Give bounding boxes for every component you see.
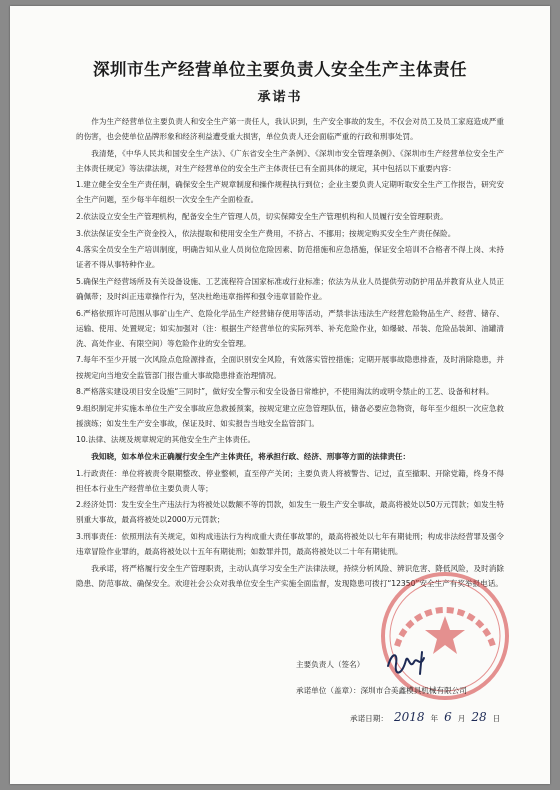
duty-item: 5.确保生产经营场所及有关设备设施、工艺流程符合国家标准或行业标准；依法为从业人员提供劳动防护用品并教育从业人员正确佩带；及时纠正违章操作行为，坚决杜绝违章指挥和强令违章冒险作业。	[76, 276, 504, 302]
duty-item: 9.组织制定并实施本单位生产安全事故应急救援预案，按规定建立应急管理队伍，储备必要应急物资，每年至少组织一次应急救援演练；如发生生产安全事故，保证及时、如实报告当地安全监管部门。	[76, 403, 504, 428]
intro-paragraph: 作为生产经营单位主要负责人和安全生产第一责任人，我认识到，生产安全事故的发生，不仅会对员工及员工家庭造成严重的伤害，也会使单位品牌形象和经济利益遭受重大损害，单位负责人还会面临严重的行政和刑事处罚。	[76, 117, 504, 142]
duty-item: 3.依法保证安全生产资金投入，依法提取和使用安全生产费用，不挤占、不挪用；按规定购买安全生产责任保险。	[76, 228, 456, 238]
liability-item: 2.经济处罚：发生安全生产违法行为将被处以数额不等的罚款，如发生一般生产安全事故，最高将被处以50万元罚款；如发生特别重大事故，最高将被处以2000万元罚款；	[76, 500, 504, 525]
duty-item: 6.严格依照许可范围从事矿山生产、危险化学品生产经营储存使用等活动，严禁非法违法生产经营危险物品生产、经营、储存、运输、使用、处置规定；如实加强对（注：根据生产经营单位的实际列举、补充危险作业，如爆破、吊装、危险品装卸、油罐清洗、高处作业、有限空间）等危险作业的安全管理。	[76, 308, 504, 348]
duty-item: 2.依法设立安全生产管理机构，配备安全生产管理人员，切实保障安全生产管理机构和人员履行安全管理职责。	[76, 212, 448, 222]
date-day-unit: 日	[492, 714, 501, 723]
date-month: 6	[444, 710, 452, 724]
closing-paragraph: 我承诺，将严格履行安全生产管理职责，主动认真学习安全生产法律法规，持续分析风险、辨识危害、降低风险，及时消除隐患、防范事故、确保安全。欢迎社会公众对我单位安全生产实施全面监督，发现隐患可拨打“12350”安全生产有奖举报电话。	[76, 563, 504, 588]
duty-item: 8.严格落实建设项目安全设施“三同时”，做好安全警示和安全设备日常维护，不使用淘汰的或明令禁止的工艺、设备和材料。	[76, 387, 494, 397]
duty-item: 7.每年不至少开展一次风险点危险源排查，全面识别安全风险，有效落实管控措施；定期开展事故隐患排查，及时消除隐患，并按规定向当地安全监管部门报告重大事故隐患排查治理情况。	[76, 355, 504, 380]
date-label: 承诺日期：	[350, 714, 388, 723]
unit-label: 承诺单位（盖章）：	[296, 686, 361, 695]
date-line	[350, 710, 500, 724]
date-year: 2018	[393, 710, 425, 724]
signatory-label: 主要负责人（签名）	[296, 660, 365, 669]
date-month-unit: 月	[457, 714, 466, 723]
unit-line	[296, 685, 467, 696]
document-page	[10, 6, 550, 784]
duty-item: 1.建立健全安全生产责任制，确保安全生产规章制度和操作规程执行到位；企业主要负责人定期听取安全生产工作报告，研究安全生产问题，至少每半年组织一次安全生产全面检查。	[76, 180, 504, 205]
date-year-unit: 年	[430, 714, 439, 723]
unit-name: 深圳市合美鑫模具机械有限公司	[360, 686, 467, 695]
liability-intro: 我知晓，如本单位未正确履行安全生产主体责任，将承担行政、经济、刑事等方面的法律责任：	[91, 451, 411, 461]
duty-item: 10.法律、法规及规章规定的其他安全生产主体责任。	[76, 435, 256, 445]
intro-paragraph: 我清楚，《中华人民共和国安全生产法》、《广东省安全生产条例》、《深圳市安全管理条例》、《深圳市生产经营单位安全生产主体责任规定》等法律法规，对生产经营单位的安全生产主体责任已有全面具体的规定，其中包括以下重要内容：	[76, 148, 504, 173]
document-subtitle: 承诺书	[257, 90, 303, 105]
document-body	[76, 114, 504, 592]
liability-item: 1.行政责任：单位将被责令限期整改、停业整顿，直至停产关闭；主要负责人将被警告、记过，直至撤职、开除党籍，终身不得担任本行业生产经营单位主要负责人等；	[76, 468, 504, 493]
liability-item: 3.刑事责任：依照刑法有关规定，如构成违法行为构成重大责任事故罪的，最高将被处以七年有期徒刑；构成非法经营罪及强令违章冒险作业罪的，最高将被处以十五年有期徒刑；如数罪并罚，最高将被处以二十年有期徒刑。	[76, 531, 504, 557]
duty-item: 4.落实全员安全生产培训制度，明确告知从业人员岗位危险因素、防范措施和应急措施，保证安全培训不合格者不得上岗、未持证者不得从事特种作业。	[76, 245, 504, 270]
document-title: 深圳市生产经营单位主要负责人安全生产主体责任	[93, 60, 467, 79]
date-day: 28	[471, 710, 487, 724]
signatory-line	[296, 659, 364, 670]
handwritten-signature-icon	[384, 648, 432, 678]
